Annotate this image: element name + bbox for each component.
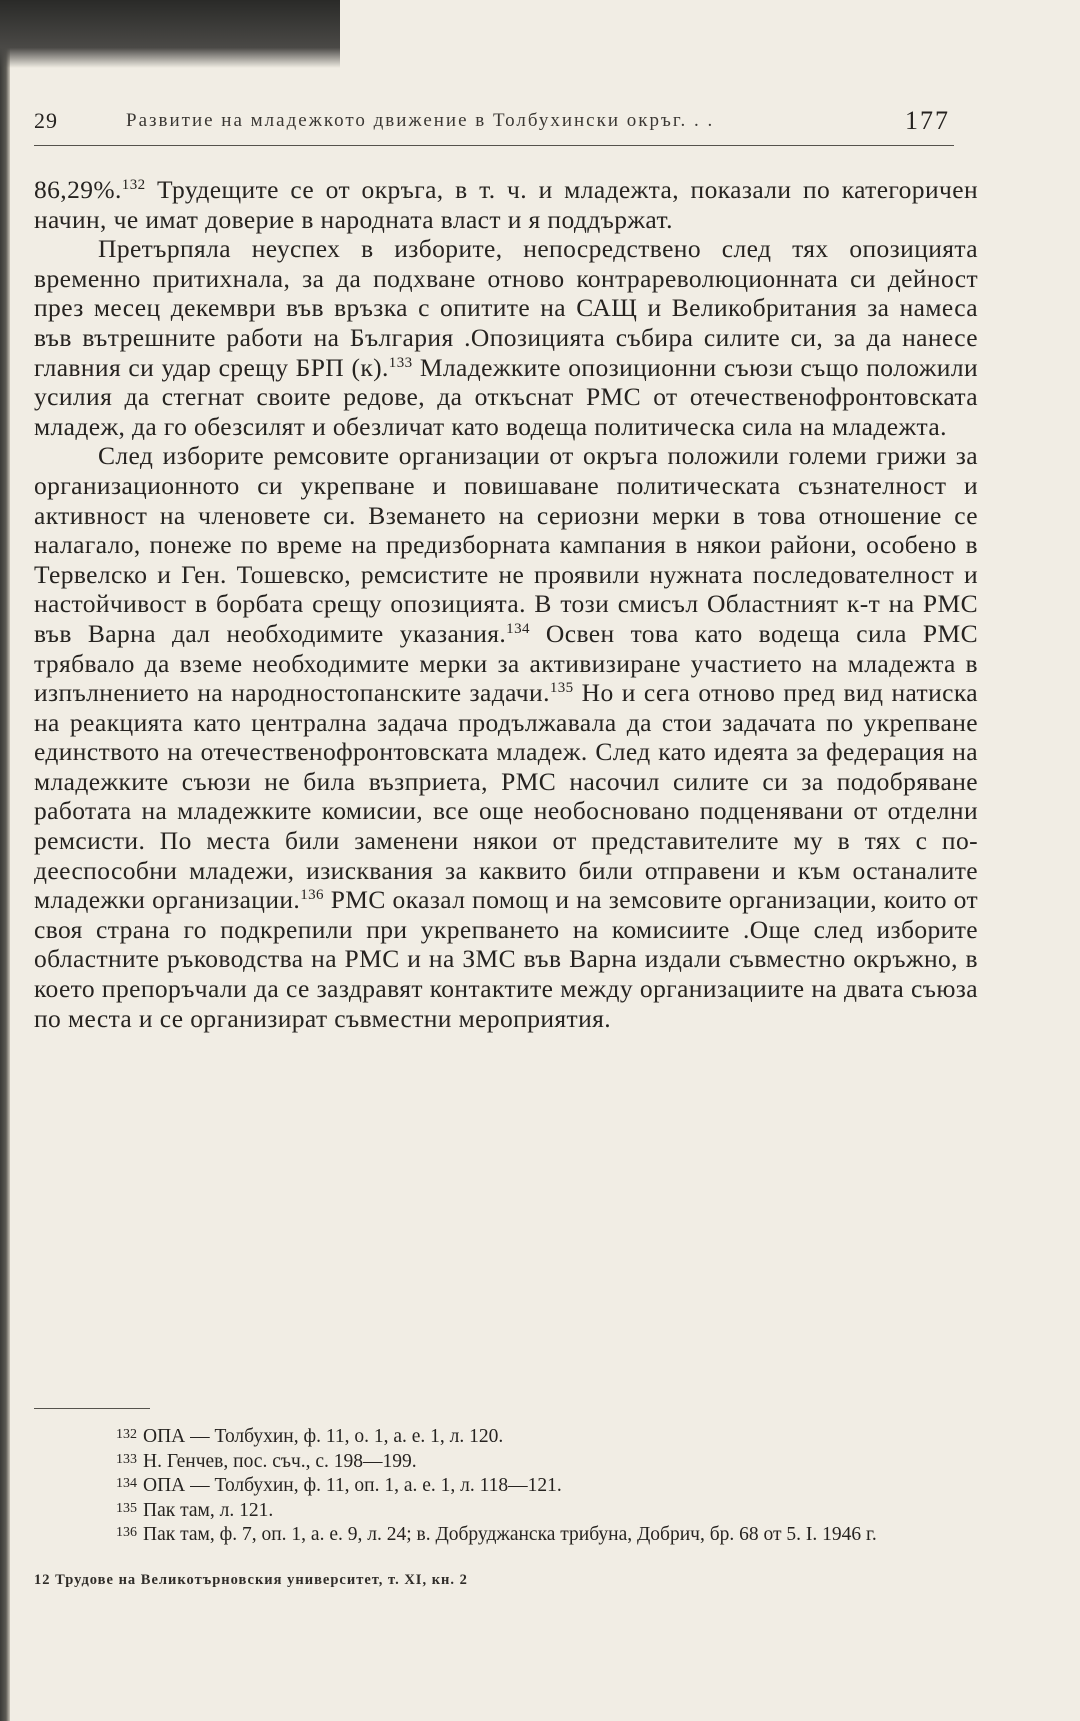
footnote-text: Пак там, ф. 7, оп. 1, а. е. 9, л. 24; в. Добруджанска трибуна, Добрич, бр. 68 от 5. I. 1946 г. [143, 1524, 877, 1545]
footnote-number: 132 [116, 1427, 137, 1442]
footnote-text: Н. Генчев, пос. съч., с. 198—199. [143, 1450, 417, 1472]
paragraph-3 [34, 441, 978, 1033]
footnote-text: Пак там, л. 121. [143, 1499, 274, 1521]
footnote-ref-134[interactable]: 134 [506, 620, 530, 637]
header-rule [34, 145, 954, 146]
footnote-136 [34, 1522, 978, 1547]
text-run: След изборите ремсовите организации от окръга положили големи грижи за организационното си укрепване и повишаване политическата съзнателност и активност на членовете си. Вземането на сериозни мерки в това отношение се налагало, понеже по време на предизборната кампания в някои райони, особено в Тервелско и Ген. Тошевско, ремсистите не проявили нужната последователност и настойчивост в борбата срещу опозицията. В този смисъл Областният к-т на РМС във Варна дал необходимите указания. [34, 441, 978, 648]
page-number: 177 [905, 106, 950, 135]
footnote-132 [34, 1424, 978, 1449]
running-header [34, 106, 978, 142]
text-run: РМС оказал помощ и на земсовите организации, които от своя страна го подкрепили при укрепването на комисиите .Още след изборите областните ръководства на РМС и на ЗМС във Варна издали съвместно окръжно, в което препоръчали да се заздравят контактите между организациите на двата съюза по места и се организират съвместни мероприятия. [34, 885, 978, 1033]
printer-signature-line: 12 Трудове на Великотърновския университет, т. XI, кн. 2 [34, 1572, 468, 1588]
text-run: 86,29%. [34, 175, 122, 204]
footnote-rule [34, 1408, 150, 1409]
text-run: Но и сега отново пред вид натиска на реакцията като централна задача продължавала да стои задачата по укрепване единството на отечественофронтовската младеж. След като идеята за федерация на младежките съюзи не била възприета, РМС насочил силите си за подобряване работата на младежките комисии, все още необосновано подценявани от отделни ремсисти. По места били заменени някои от представителите му в тях с по-дееспособни младежи, изисквания за каквито били отправени и към останалите младежки организации. [34, 678, 978, 915]
body-text [34, 175, 978, 1033]
scan-edge-shadow [0, 0, 340, 68]
footnote-135 [34, 1498, 978, 1523]
footnote-ref-135[interactable]: 135 [549, 680, 574, 697]
footnote-ref-136[interactable]: 136 [300, 887, 324, 904]
text-run: Освен това като водеща сила РМС трябвало да вземе необходимите мерки за активизиране участието на младежта в изпълнението на народностопанските задачи. [34, 618, 978, 708]
footnote-number: 134 [116, 1476, 137, 1491]
footnote-ref-133[interactable]: 133 [388, 354, 413, 371]
paragraph-2 [34, 234, 978, 441]
paragraph-1 [34, 175, 978, 234]
text-run: Претърпяла неуспех в изборите, непосредствено след тях опозицията временно притихнала, за да подхване отново контрареволюционната си дейност през месец декември във връзка с опитите на САЩ и Великобритания за намеса във вътрешните работи на България .Опозицията събира силите си, за да нанесе главния си удар срещу БРП (к). [34, 234, 978, 382]
text-run: Младежките опозиционни съюзи също положили усилия да стегнат своите редове, да откъснат РМС от отечественофронтовската младеж, да го обезсилят и обезличат като водеща политическа сила на младежта. [34, 352, 978, 441]
book-spine-shadow [0, 0, 10, 1721]
footnote-number: 133 [116, 1451, 137, 1467]
left-page-number: 29 [34, 108, 58, 133]
footnote-number: 135 [116, 1500, 137, 1516]
footnote-134 [34, 1473, 978, 1498]
running-title: Развитие на младежкото движение в Толбухински окръг. . . [126, 110, 715, 131]
footnotes [34, 1424, 978, 1547]
footnote-133 [34, 1449, 978, 1474]
text-run: Трудещите се от окръга, в т. ч. и младежта, показали по категоричен начин, че имат доверие в народната власт и я поддържат. [34, 175, 978, 234]
footnote-number: 136 [116, 1525, 137, 1540]
footnote-ref-132[interactable]: 132 [121, 177, 146, 193]
footnote-text: ОПА — Толбухин, ф. 11, оп. 1, а. е. 1, л. 118—121. [143, 1475, 562, 1496]
footnote-text: ОПА — Толбухин, ф. 11, о. 1, а. е. 1, л. 120. [143, 1426, 504, 1447]
